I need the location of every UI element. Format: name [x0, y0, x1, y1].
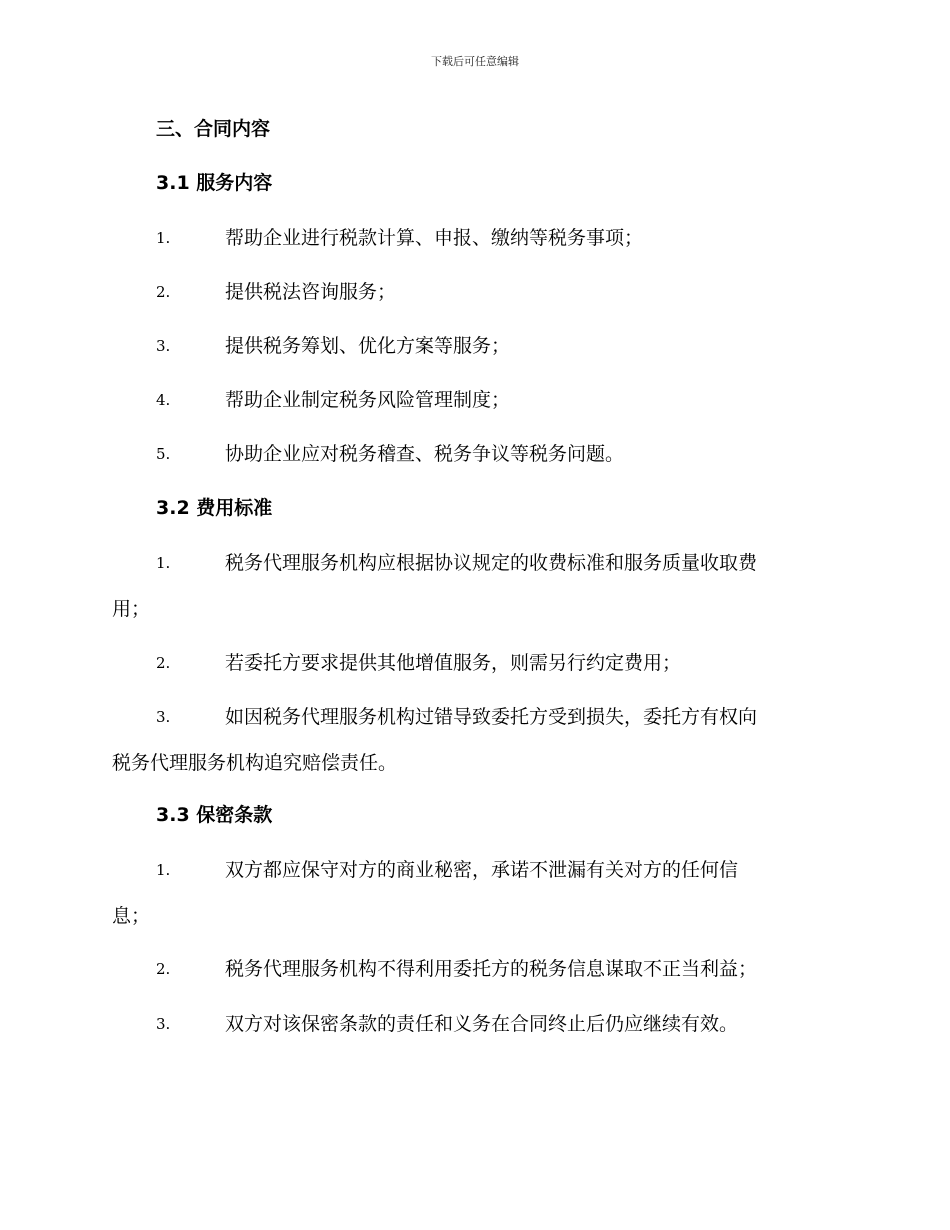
item-text: 双方对该保密条款的责任和义务在合同终止后仍应继续有效。: [225, 1013, 739, 1035]
item-text: 税务代理服务机构应根据协议规定的收费标准和服务质量收取费: [225, 552, 758, 574]
item-text-continuation: 用；: [112, 598, 151, 620]
item-number: 2.: [156, 283, 171, 301]
item-text: 提供税法咨询服务；: [225, 281, 397, 303]
item-text: 若委托方要求提供其他增值服务，则需另行约定费用；: [225, 652, 682, 674]
item-number: 4.: [156, 391, 171, 409]
item-number: 1.: [156, 861, 171, 879]
item-number: 2.: [156, 654, 171, 672]
item-text: 税务代理服务机构不得利用委托方的税务信息谋取不正当利益；: [225, 958, 758, 980]
item-number: 1.: [156, 229, 171, 247]
item-number: 3.: [156, 708, 171, 726]
item-text-continuation: 税务代理服务机构追究赔偿责任。: [112, 752, 398, 774]
item-number: 3.: [156, 337, 171, 355]
subsection-title-3-1: 3.1 服务内容: [156, 172, 273, 194]
item-text: 双方都应保守对方的商业秘密，承诺不泄漏有关对方的任何信: [225, 859, 739, 881]
page-header-note: 下载后可任意编辑: [431, 55, 519, 68]
item-number: 1.: [156, 554, 171, 572]
item-text: 帮助企业进行税款计算、申报、缴纳等税务事项；: [225, 227, 644, 249]
subsection-title-3-2: 3.2 费用标准: [156, 497, 273, 519]
item-number: 5.: [156, 445, 171, 463]
item-text: 协助企业应对税务稽查、税务争议等税务问题。: [225, 443, 625, 465]
item-text: 如因税务代理服务机构过错导致委托方受到损失，委托方有权向: [225, 706, 758, 728]
subsection-title-3-3: 3.3 保密条款: [156, 804, 273, 826]
item-text-continuation: 息；: [112, 905, 151, 927]
section-title: 三、合同内容: [156, 118, 271, 140]
item-number: 3.: [156, 1015, 171, 1033]
item-number: 2.: [156, 960, 171, 978]
item-text: 帮助企业制定税务风险管理制度；: [225, 389, 511, 411]
item-text: 提供税务筹划、优化方案等服务；: [225, 335, 511, 357]
